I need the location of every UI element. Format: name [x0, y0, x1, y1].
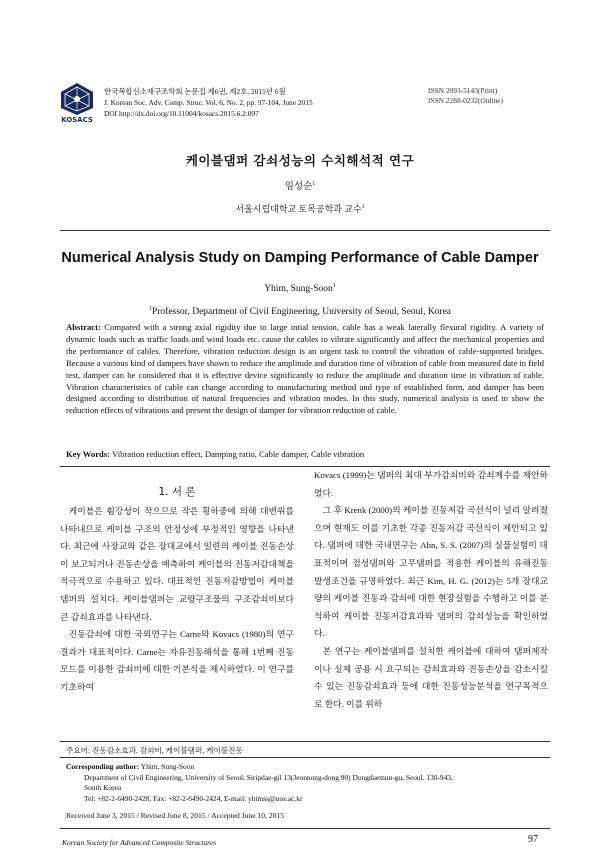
affil-ko-text: 서울시립대학교 토목공학과 교수 [235, 204, 362, 214]
issn-online: ISSN 2288-0232(Online) [428, 96, 503, 105]
issn-print: ISSN 2093-5145(Print) [428, 86, 498, 95]
journal-line-en: J. Korean Soc. Adv. Comp. Struc. Vol. 6, No. 2, pp. 97-104, June 2015 [104, 98, 313, 107]
keywords-label: Key Words: [66, 449, 111, 459]
key-words [66, 449, 544, 459]
author-english [0, 283, 600, 294]
corr-address-1: Department of Civil Engineering, University of Seoul, Siripdae-gil 13(Jeonnong-dong 90) Dongdaemun-gu, Seoul. 130-943, [84, 772, 453, 782]
title-korean: 케이블댐퍼 감쇠성능의 수치해석적 연구 [185, 153, 415, 168]
abstract [66, 322, 544, 417]
affil-ko-sup: 1 [361, 204, 365, 210]
author-ko-sup: 1 [312, 180, 316, 187]
logo-text: KOSACS [61, 116, 93, 124]
footer-society: Korean Society for Advanced Composite Structures [62, 838, 217, 847]
title-english: Numerical Analysis Study on Damping Performance of Cable Damper [61, 250, 539, 266]
title-divider [60, 230, 550, 231]
body-column-right [314, 467, 548, 713]
affiliation-english [0, 306, 600, 317]
footer-divider [60, 828, 550, 829]
keywords-ko-label: 주요어: [66, 746, 91, 755]
affil-en-sup: 1 [148, 306, 152, 312]
affil-en-text: Professor, Department of Civil Engineering, University of Seoul, Seoul, Korea [151, 307, 452, 318]
footnote-divider-2 [60, 757, 550, 758]
keywords-ko-text: 진동감소효과, 감쇠비, 케이블댐퍼, 케이블진동 [92, 746, 243, 755]
corr-name: Yhim, Sung-Soon [140, 762, 195, 771]
corresponding-author [66, 762, 546, 804]
keywords-text: Vibration reduction effect, Damping ratio, Cable damper, Cable vibration [112, 449, 365, 459]
body-paragraph: 케이블은 휨강성이 작으므로 작은 횡하중에 의해 대변위를 나타내므로 케이블 구조의 안정성에 부정적인 영향을 나타낸다. 최근에 사장교와 같은 장대교에서 일련의 케이블 진동손상이 보고되거나 진동손상을 예측하여 케이블의 진동저감대책을 적극적으로 수용하고 있다. 대표적인 진동저감방법이 케이블댐퍼의 설치다. 케이블댐퍼는 교량구조물의 구조감쇠비보다 큰 감쇠효과를 나타낸다. [60, 506, 294, 622]
kosacs-logo [58, 82, 96, 124]
keywords-korean [66, 745, 243, 756]
page-number: 97 [528, 834, 538, 845]
corr-label: Corresponding author: [66, 762, 140, 771]
journal-line-ko: 한국복합신소재구조학회 논문집 제6권, 제2호, 2015년 6월 [104, 87, 286, 96]
footnote-divider [60, 741, 550, 742]
body-paragraph: 진동감쇠에 대한 국외연구는 Carne와 Kovacs (1980)의 연구결과가 대표적이다. Carne는 자유진동해석을 통해 1번째 진동모드를 이용한 감쇠비에 대한 기본식을 제시하였다. 이 연구를 기초하여 [60, 629, 294, 692]
body-paragraph: 그 후 Krenk (2000)의 케이블 진동저감 곡선식이 널리 알려졌으며 현재도 이를 기초한 각종 진동저감 곡선식이 제안되고 있다. 댐퍼에 대한 국내연구는 Ahn, S. S. (2007)의 실물실험이 대표적이며 점성댐퍼와 고무댐퍼를 적용한 케이블의 유해진동 발생조건을 규명하였다. 최근 Kim, H. G. (2012)는 5개 장대교량의 케이블 진동과 감쇠에 대한 현장실험을 수행하고 이를 분석하여 케이블 진동저감효과와 댐퍼의 감쇠성능을 확인하였다. [314, 505, 548, 639]
received-dates: Received June 3, 2015 / Revised June 8, 2015 / Accepted June 10, 2015 [66, 811, 285, 820]
affiliation-korean [0, 202, 600, 215]
body-paragraph-continued: Kovacs (1999)는 댐퍼의 최대 부가감쇠비와 감쇠계수를 제안하였다. [314, 470, 548, 498]
issn-block [428, 86, 503, 106]
author-en-name: Yhim, Sung-Soon [264, 284, 333, 295]
journal-info [104, 86, 313, 119]
journal-doi[interactable]: DOI http://dx.doi.org/10.11004/kosacs.2015.6.2.097 [104, 109, 259, 118]
body-paragraph: 본 연구는 케이블댐퍼를 설치한 케이블에 대하여 댐퍼제작이나 실제 공용 시 요구되는 감쇠효과와 진동손상을 감소시킬 수 있는 진동감쇠효과 등에 대한 진동성능분석을 연구목적으로 한다. 이를 위하 [314, 645, 548, 709]
author-korean [0, 178, 600, 192]
corr-address-2: South Korea [84, 783, 122, 793]
body-column-left [60, 503, 294, 697]
section-heading: 1. 서 론 [158, 486, 196, 498]
author-en-sup: 1 [332, 283, 336, 289]
abstract-label: Abstract: [66, 322, 101, 332]
corr-contact: Tel: +82-2-6490-2428, Fax: +82-2-6490-2424, E-mail: yhimss@uos.ac.kr [84, 793, 303, 803]
author-ko-name: 임성순 [284, 182, 313, 192]
abstract-text: Compared with a strong axial rigidity due to large intial tension, cable has a weak laterally flexural rigidity. A variety of dynamic loads such as traffic loads and wind loads etc. cause the cables to vibrate significantly and affect the mechanical properties and the performance of cables. Therefore, vibration reduction design is an urgent task to control the vibration of cable-supported bridges. Because a various kind of dampers have shown to reduce the amplitude and duration time of vibration of cable from measured date in field test, damper can be considered that it is effective device significantly to reduce the amplitude and duration time in vibration of cable. Vibration characteristics of cable can change according to manufacturing method and type of established form, and damper has been designed according to distribution of natural frequencies and vibration modes. In this study, numerical analysis is used to show the reduction effects of vibrations and present the design of damper for vibration reduction of cable. [66, 322, 544, 416]
